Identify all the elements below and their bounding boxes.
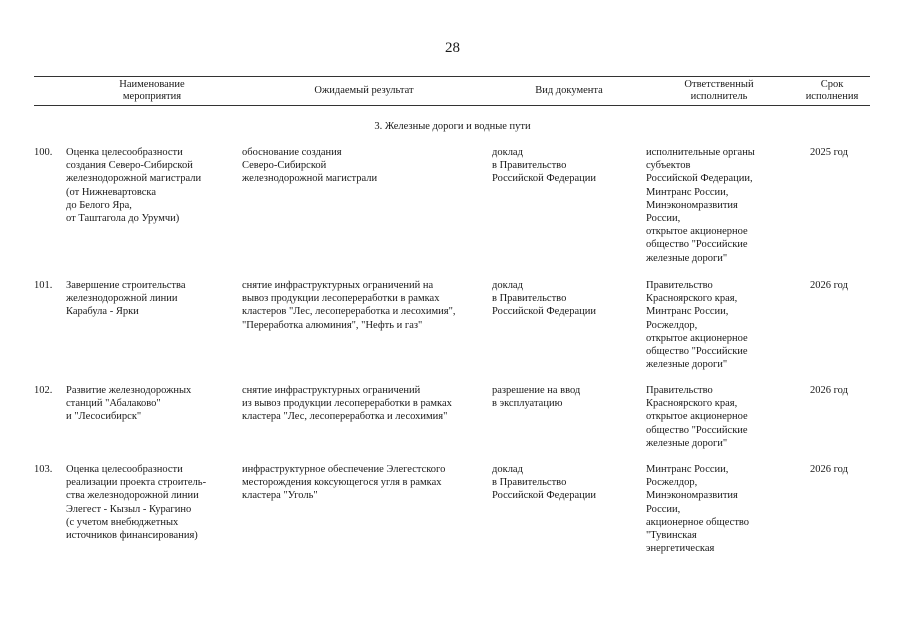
row-name: Оценка целесообразности создания Северо-Сибирской железнодорожной магистрали (от Нижневартовска до Белого Яра, от Таштагола до Урумчи) xyxy=(66,147,202,225)
header-result: Ожидаемый результат xyxy=(314,85,414,96)
row-term: 2026 год xyxy=(810,385,848,396)
row-doc: доклад в Правительство Российской Федерации xyxy=(492,464,596,502)
row-term: 2026 год xyxy=(810,280,848,291)
header-name: Наименование мероприятия xyxy=(119,79,185,102)
row-responsible: Минтранс России, Росжелдор, Минэкономразвития России, акционерное общество "Тувинская энергетическая xyxy=(646,464,750,555)
page-number: 28 xyxy=(445,40,460,56)
row-doc: доклад в Правительство Российской Федерации xyxy=(492,147,596,185)
row-number: 103. xyxy=(34,464,53,475)
table-header xyxy=(34,76,870,106)
row-name: Оценка целесообразности реализации проекта строитель- ства железнодорожной линии Элегест - Кызыл - Курагино (с учетом внебюджетных источников финансирования) xyxy=(66,464,207,542)
row-doc: доклад в Правительство Российской Федерации xyxy=(492,280,596,318)
row-doc: разрешение на ввод в эксплуатацию xyxy=(492,385,581,410)
row-name: Завершение строительства железнодорожной линии Карабула - Ярки xyxy=(66,280,186,318)
header-responsible: Ответственный исполнитель xyxy=(684,79,754,102)
row-number: 100. xyxy=(34,147,53,158)
row-responsible: исполнительные органы субъектов Российской Федерации, Минтранс России, Минэкономразвития России, открытое акционерное общество "Российские железные дороги" xyxy=(646,147,755,264)
row-result: снятие инфраструктурных ограничений на вывоз продукции лесопереработки в рамках кластеров "Лес, лесопереработка и лесохимия", "Переработка алюминия", "Нефть и газ" xyxy=(242,280,456,331)
section-title: 3. Железные дороги и водные пути xyxy=(374,121,531,132)
row-responsible: Правительство Красноярского края, открытое акционерное общество "Российские железные дороги" xyxy=(646,385,748,449)
header-term: Срок исполнения xyxy=(805,79,859,102)
row-term: 2026 год xyxy=(810,464,848,475)
row-term: 2025 год xyxy=(810,147,848,158)
row-number: 101. xyxy=(34,280,53,291)
row-result: инфраструктурное обеспечение Элегестского месторождения коксующегося угля в рамках кластера "Уголь" xyxy=(242,464,446,502)
header-doc: Вид документа xyxy=(535,85,603,96)
row-responsible: Правительство Красноярского края, Минтранс России, Росжелдор, открытое акционерное общество "Российские железные дороги" xyxy=(646,280,748,371)
row-name: Развитие железнодорожных станций "Абалаково" и "Лесосибирск" xyxy=(66,385,192,423)
row-result: снятие инфраструктурных ограничений из вывоз продукции лесопереработки в рамках кластера "Лес, лесопереработка и лесохимия" xyxy=(242,385,452,423)
row-result: обоснование создания Северо-Сибирской железнодорожной магистрали xyxy=(242,147,378,185)
row-number: 102. xyxy=(34,385,53,396)
